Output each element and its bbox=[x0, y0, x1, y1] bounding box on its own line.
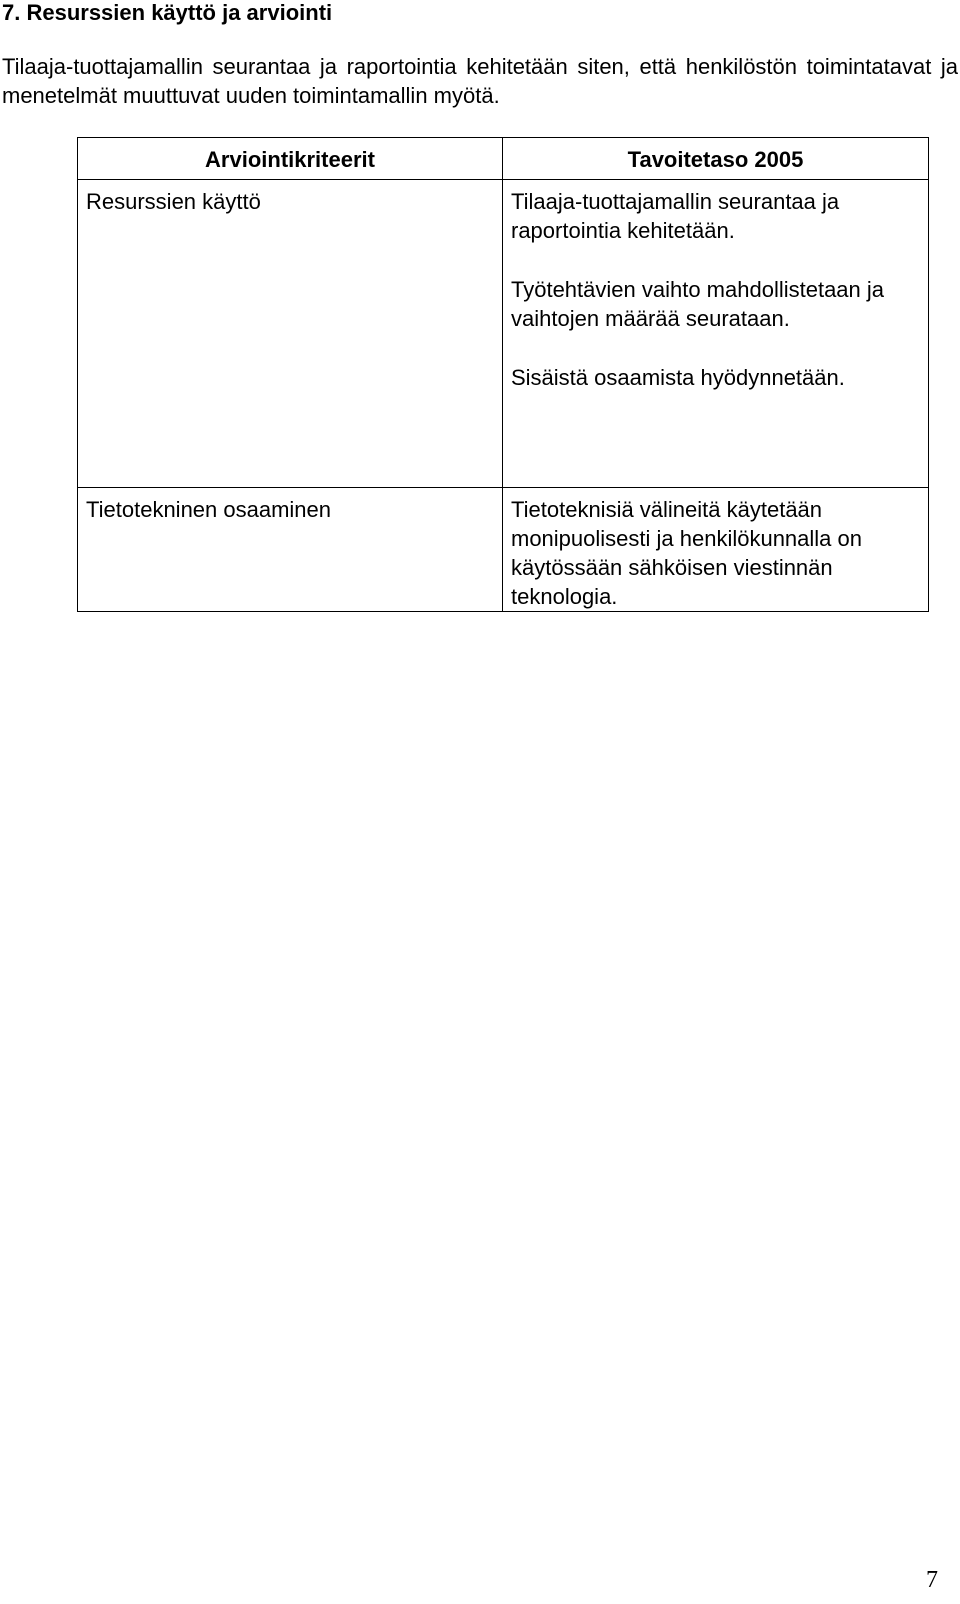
table-header-row bbox=[78, 138, 929, 180]
column-header-target-level: Tavoitetaso 2005 bbox=[503, 138, 929, 180]
goal-paragraph: Työtehtävien vaihto mahdollistetaan ja vaihtojen määrää seurataan. bbox=[511, 277, 885, 331]
goal-paragraph: Sisäistä osaamista hyödynnetään. bbox=[511, 365, 845, 390]
evaluation-table bbox=[77, 137, 929, 612]
criterion-cell: Tietotekninen osaaminen bbox=[78, 488, 503, 612]
criterion-cell: Resurssien käyttö bbox=[78, 180, 503, 488]
goal-cell bbox=[503, 180, 929, 488]
page-number: 7 bbox=[926, 1567, 938, 1593]
goal-cell bbox=[503, 488, 929, 612]
section-heading: 7. Resurssien käyttö ja arviointi bbox=[2, 0, 333, 25]
table-row bbox=[78, 488, 929, 612]
goal-paragraph: Tilaaja-tuottajamallin seurantaa ja raportointia kehitetään. bbox=[511, 189, 840, 243]
table-row bbox=[78, 180, 929, 488]
goal-paragraph: Tietoteknisiä välineitä käytetään monipuolisesti ja henkilökunnalla on käytössään sähköisen viestinnän teknologia. bbox=[511, 497, 863, 609]
column-header-criteria: Arviointikriteerit bbox=[78, 138, 503, 180]
intro-paragraph: Tilaaja-tuottajamallin seurantaa ja raportointia kehitetään siten, että henkilöstön toimintatavat ja menetelmät muuttuvat uuden toimintamallin myötä. bbox=[2, 54, 958, 108]
